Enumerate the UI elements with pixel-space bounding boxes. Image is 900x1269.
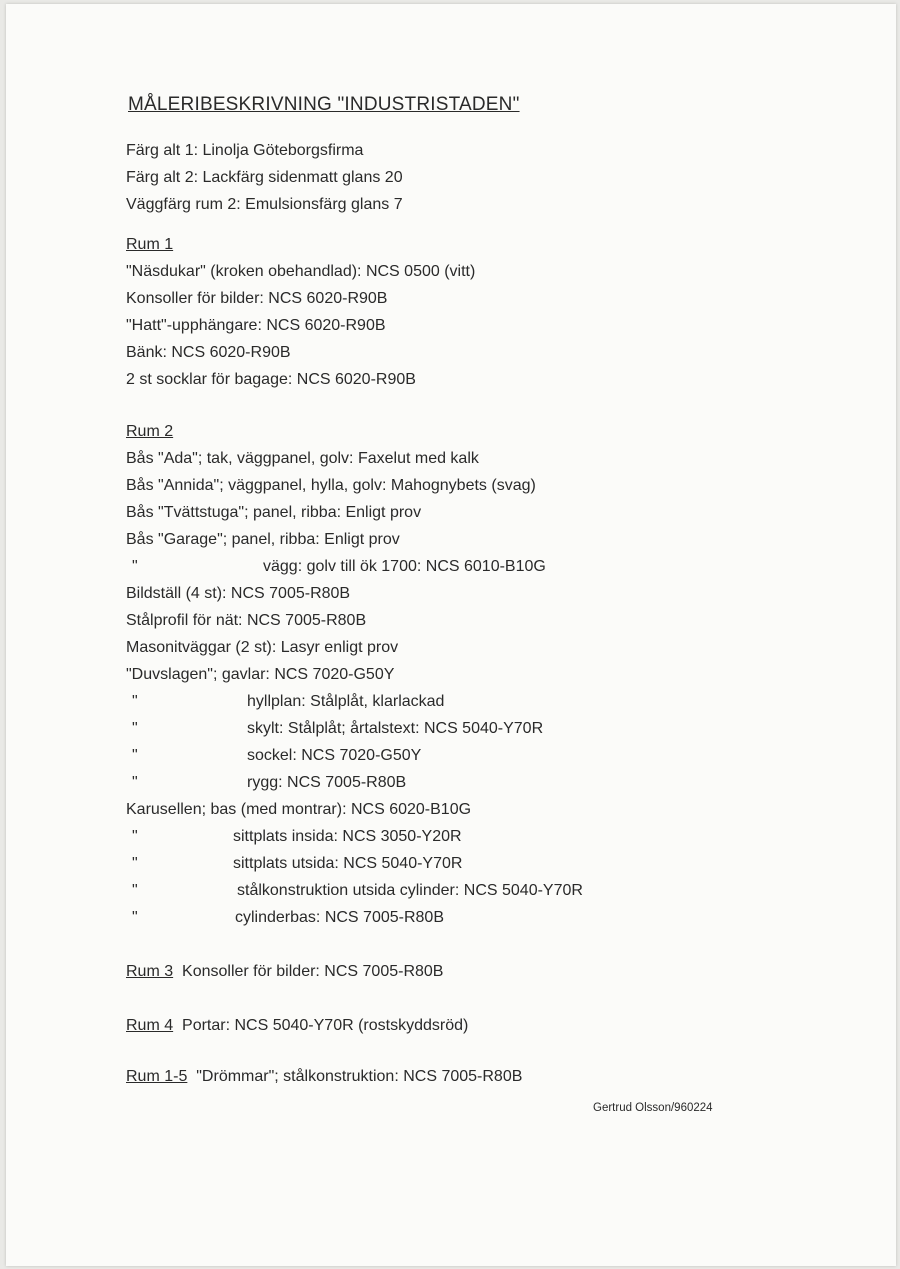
karusellen-sub-4: cylinderbas: NCS 7005-R80B [235, 909, 444, 926]
rum2-item-6: Stålprofil för nät: NCS 7005-R80B [126, 612, 367, 629]
document-title: MÅLERIBESKRIVNING "INDUSTRISTADEN" [128, 94, 520, 115]
rum1-heading: Rum 1 [126, 236, 174, 253]
rum3-heading: Rum 3 [126, 963, 174, 980]
rum4-heading: Rum 4 [126, 1017, 174, 1034]
rum1-item-4: Bänk: NCS 6020-R90B [126, 344, 291, 361]
rum3-text: Konsoller för bilder: NCS 7005-R80B [182, 963, 444, 980]
ditto-mark: " [132, 828, 138, 845]
rum1-item-5: 2 st socklar för bagage: NCS 6020-R90B [126, 371, 416, 388]
garage-wall-line: vägg: golv till ök 1700: NCS 6010-B10G [263, 558, 546, 575]
rum2-item-1: Bås "Ada"; tak, väggpanel, golv: Faxelut med kalk [126, 450, 479, 467]
ditto-mark: " [132, 558, 138, 575]
general-line-2: Färg alt 2: Lackfärg sidenmatt glans 20 [126, 169, 403, 186]
rum1-item-1: "Näsdukar" (kroken obehandlad): NCS 0500 (vitt) [126, 263, 476, 280]
rum2-item-3: Bås "Tvättstuga"; panel, ribba: Enligt prov [126, 504, 422, 521]
rum2-heading: Rum 2 [126, 423, 174, 440]
karusellen-line: Karusellen; bas (med montrar): NCS 6020-B10G [126, 801, 472, 818]
rum4-text: Portar: NCS 5040-Y70R (rostskyddsröd) [182, 1017, 469, 1034]
karusellen-sub-3: stålkonstruktion utsida cylinder: NCS 5040-Y70R [237, 882, 583, 899]
rum3-line [126, 962, 443, 982]
ditto-mark: " [132, 909, 138, 926]
duvslagen-sub-1: hyllplan: Stålplåt, klarlackad [247, 693, 445, 710]
rum2-item-7: Masonitväggar (2 st): Lasyr enligt prov [126, 639, 399, 656]
general-line-1: Färg alt 1: Linolja Göteborgsfirma [126, 142, 364, 159]
duvslagen-sub-4: rygg: NCS 7005-R80B [247, 774, 407, 791]
duvslagen-sub-3: sockel: NCS 7020-G50Y [247, 747, 422, 764]
signature-line: Gertrud Olsson/960224 [593, 1102, 713, 1114]
karusellen-sub-1: sittplats insida: NCS 3050-Y20R [233, 828, 462, 845]
rum2-item-2: Bås "Annida"; väggpanel, hylla, golv: Mahognybets (svag) [126, 477, 536, 494]
rum4-line [126, 1016, 468, 1036]
ditto-mark: " [132, 774, 138, 791]
paper-sheet [6, 4, 896, 1266]
ditto-mark: " [132, 693, 138, 710]
rum1-5-heading: Rum 1-5 [126, 1068, 188, 1085]
rum2-item-5: Bildställ (4 st): NCS 7005-R80B [126, 585, 351, 602]
ditto-mark: " [132, 855, 138, 872]
rum1-5-text: "Drömmar"; stålkonstruktion: NCS 7005-R80B [196, 1068, 523, 1085]
duvslagen-sub-2: skylt: Stålplåt; årtalstext: NCS 5040-Y70R [247, 720, 544, 737]
rum1-item-2: Konsoller för bilder: NCS 6020-R90B [126, 290, 388, 307]
rum2-item-4: Bås "Garage"; panel, ribba: Enligt prov [126, 531, 400, 548]
ditto-mark: " [132, 882, 138, 899]
rum1-5-line [126, 1067, 522, 1087]
karusellen-sub-2: sittplats utsida: NCS 5040-Y70R [233, 855, 463, 872]
ditto-mark: " [132, 747, 138, 764]
ditto-mark: " [132, 720, 138, 737]
rum1-item-3: "Hatt"-upphängare: NCS 6020-R90B [126, 317, 386, 334]
document-body [6, 4, 896, 1266]
general-line-3: Väggfärg rum 2: Emulsionsfärg glans 7 [126, 196, 403, 213]
rum2-item-8: "Duvslagen"; gavlar: NCS 7020-G50Y [126, 666, 395, 683]
